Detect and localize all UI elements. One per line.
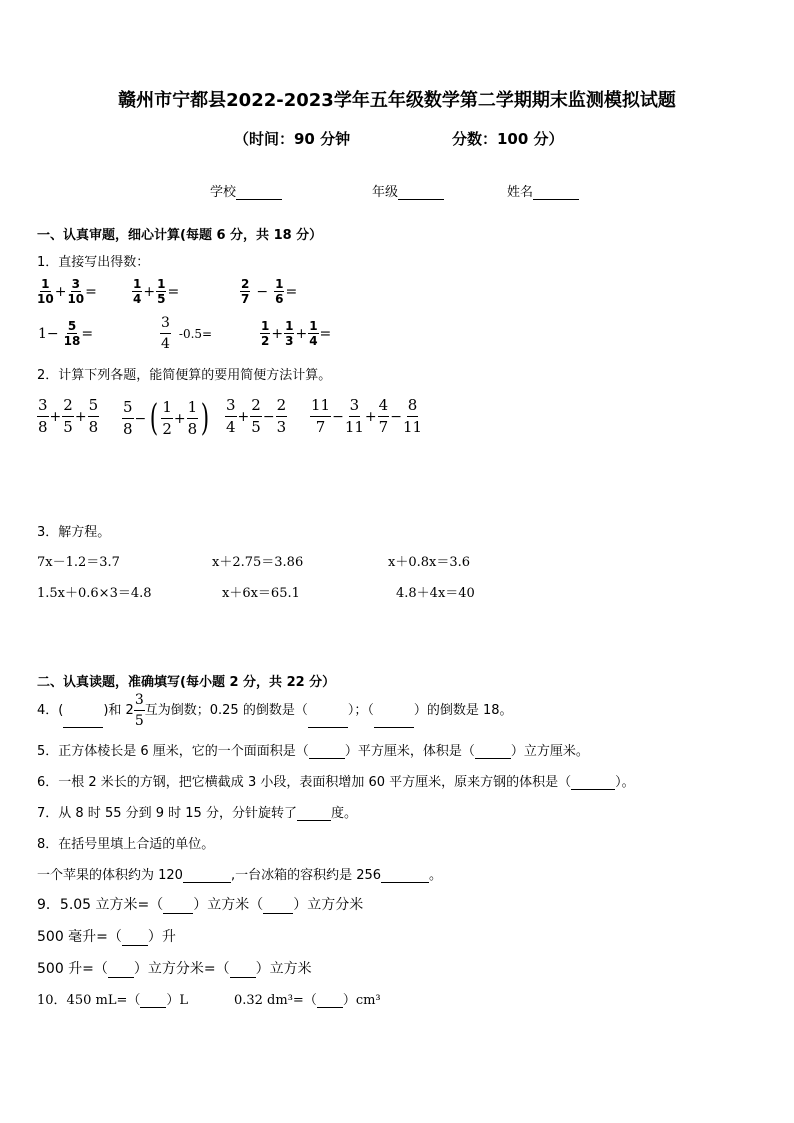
numerator: 4 xyxy=(378,398,390,417)
fraction xyxy=(284,320,294,347)
school-label: 学校 xyxy=(210,185,237,200)
operator: 1− xyxy=(38,325,59,342)
operator: = xyxy=(319,325,332,342)
denominator: 10 xyxy=(37,292,54,306)
q3-stem: 3．解方程。 xyxy=(37,525,111,540)
denominator: 3 xyxy=(276,418,287,436)
denominator: 4 xyxy=(133,292,142,306)
parenthesis: ( xyxy=(150,398,159,439)
operator: + xyxy=(49,408,62,425)
numerator: 1 xyxy=(41,277,50,291)
answer-blank[interactable] xyxy=(108,964,134,978)
denominator: 4 xyxy=(226,418,236,436)
answer-blank[interactable] xyxy=(297,807,331,821)
numerator: 8 xyxy=(407,398,419,417)
q3-eq-5: x＋6x＝65.1 xyxy=(222,586,300,601)
fraction xyxy=(62,398,74,435)
numerator: 3 xyxy=(225,398,237,417)
q1-item-1 xyxy=(37,278,98,305)
numerator: 3 xyxy=(160,316,171,334)
answer-blank[interactable] xyxy=(317,994,343,1008)
q3-eq-1: 7x－1.2＝3.7 xyxy=(37,555,120,570)
fraction xyxy=(134,693,145,728)
operator: = xyxy=(167,283,180,300)
answer-blank[interactable] xyxy=(183,869,231,883)
fraction xyxy=(260,320,270,347)
numerator: 5 xyxy=(122,400,134,419)
denominator: 7 xyxy=(378,418,389,436)
numerator: 1 xyxy=(161,400,173,419)
fraction xyxy=(37,278,54,305)
operator: + xyxy=(237,408,250,425)
q3-eq-6: 4.8＋4x＝40 xyxy=(396,586,475,601)
parenthesis: ) xyxy=(200,398,210,439)
name-blank[interactable] xyxy=(533,185,579,200)
operator: = xyxy=(81,325,94,342)
denominator: 18 xyxy=(63,334,81,348)
q6: 6．一根 2 米长的方钢，把它横截成 3 小段，表面积增加 60 平方厘米，原来方钢的体积是（ ）。 xyxy=(37,775,635,790)
fraction xyxy=(345,398,364,435)
answer-blank[interactable] xyxy=(308,714,348,728)
operator: + xyxy=(173,410,186,427)
fraction xyxy=(88,398,100,435)
fraction xyxy=(187,400,199,437)
denominator: 3 xyxy=(285,334,294,348)
denominator: 5 xyxy=(251,418,261,436)
q8: 一个苹果的体积约为 120 ,一台冰箱的容积约是 256 。 xyxy=(37,868,443,883)
section1-heading: 一、认真审题，细心计算(每题 6 分，共 18 分） xyxy=(37,228,323,243)
denominator: 8 xyxy=(123,420,133,438)
answer-blank[interactable] xyxy=(140,994,166,1008)
denominator: 6 xyxy=(275,292,284,306)
answer-blank[interactable] xyxy=(571,776,615,790)
q3-eq-3: x＋0.8x＝3.6 xyxy=(388,555,471,570)
q1-item-6 xyxy=(260,320,332,347)
fraction xyxy=(37,398,49,435)
operator: − xyxy=(390,408,402,425)
q2-stem: 2．计算下列各题，能简便算的要用简便方法计算。 xyxy=(37,368,332,383)
denominator: 8 xyxy=(38,418,48,436)
answer-blank[interactable] xyxy=(163,900,193,914)
operator: + xyxy=(295,325,308,342)
denominator: 11 xyxy=(344,418,364,436)
fraction xyxy=(308,320,318,347)
operator: − xyxy=(256,283,269,300)
fraction xyxy=(276,398,288,435)
numerator: 5 xyxy=(88,398,100,417)
denominator: 5 xyxy=(157,292,166,306)
answer-blank[interactable] xyxy=(309,745,345,759)
grade-field xyxy=(372,181,444,200)
fraction xyxy=(64,320,81,347)
q8-stem: 8．在括号里填上合适的单位。 xyxy=(37,837,215,852)
q9-line1: 9．5.05 立方米=（ ）立方米（ ）立方分米 xyxy=(37,897,364,913)
fraction xyxy=(240,278,250,305)
numerator: 3 xyxy=(37,398,49,417)
numerator: 11 xyxy=(310,398,331,417)
denominator: 5 xyxy=(134,713,144,729)
numerator: 1 xyxy=(133,277,142,291)
q9-line2: 500 毫升=（ ）升 xyxy=(37,929,176,945)
fraction xyxy=(274,278,284,305)
school-field xyxy=(210,181,282,200)
numerator: 1 xyxy=(285,319,294,333)
q2-expr-2 xyxy=(122,398,212,439)
q10: 10．450 mL=（ ）L 0.32 dm³=（ ）cm³ xyxy=(37,993,381,1008)
operator: = xyxy=(285,283,298,300)
q7: 7．从 8 时 55 分到 9 时 15 分，分针旋转了 度。 xyxy=(37,806,357,821)
fraction xyxy=(122,400,134,437)
exam-score: 分数：100 分） xyxy=(452,130,564,148)
section2-heading: 二、认真读题，准确填写(每小题 2 分，共 22 分） xyxy=(37,675,336,690)
answer-blank[interactable] xyxy=(263,900,293,914)
answer-blank[interactable] xyxy=(374,714,414,728)
exam-time: （时间：90 分钟 xyxy=(234,130,351,148)
denominator: 5 xyxy=(63,418,73,436)
answer-blank[interactable] xyxy=(230,964,256,978)
q4: 4．( )和 2 $\frac{3}{5}$ 互为倒数；0.25 的倒数是（ ）；（ ）的倒数是 18。 xyxy=(37,692,513,729)
operator: + xyxy=(364,408,377,425)
numerator: 3 xyxy=(134,693,145,711)
denominator: 4 xyxy=(309,334,318,348)
q1-item-2 xyxy=(132,278,180,305)
numerator: 3 xyxy=(71,277,80,291)
operator: − xyxy=(134,410,147,427)
fraction xyxy=(160,316,171,351)
numerator: 1 xyxy=(309,319,318,333)
name-label: 姓名 xyxy=(507,185,534,200)
numerator: 1 xyxy=(157,277,166,291)
q2-expr-4 xyxy=(310,398,422,435)
q1-item-3 xyxy=(240,278,298,305)
denominator: 10 xyxy=(67,292,85,306)
answer-blank[interactable] xyxy=(475,745,511,759)
operator: + xyxy=(74,408,87,425)
operator: + xyxy=(143,283,156,300)
q2-expr-1 xyxy=(37,398,99,435)
q1-item-5 xyxy=(160,316,213,351)
numerator: 2 xyxy=(250,398,262,417)
operator: + xyxy=(271,325,284,342)
fraction xyxy=(250,398,262,435)
q1-stem: 1．直接写出得数： xyxy=(37,255,150,270)
fraction xyxy=(225,398,237,435)
grade-label: 年级 xyxy=(372,185,399,200)
name-field xyxy=(507,181,579,200)
operator: − xyxy=(332,408,344,425)
fraction xyxy=(161,400,173,437)
answer-blank[interactable] xyxy=(63,714,103,728)
numerator: 1 xyxy=(261,319,270,333)
grade-blank[interactable] xyxy=(398,185,444,200)
exam-title: 赣州市宁都县2022-2023学年五年级数学第二学期期末监测模拟试题 xyxy=(118,90,676,111)
denominator: 7 xyxy=(241,292,250,306)
fraction xyxy=(132,278,142,305)
numerator: 3 xyxy=(349,398,361,417)
numerator: 2 xyxy=(241,277,250,291)
denominator: 8 xyxy=(88,418,99,436)
operator: − xyxy=(262,408,275,425)
school-blank[interactable] xyxy=(236,185,282,200)
fraction xyxy=(310,398,331,435)
numerator: 1 xyxy=(187,400,199,419)
denominator: 7 xyxy=(315,418,326,436)
q9-line3: 500 升=（ ）立方分米=（ ）立方米 xyxy=(37,961,312,977)
q5: 5．正方体棱长是 6 厘米，它的一个面面积是（ ）平方厘米，体积是（ ）立方厘米。 xyxy=(37,744,589,759)
numerator: 5 xyxy=(67,319,77,333)
numerator: 2 xyxy=(276,398,288,417)
denominator: 4 xyxy=(161,336,170,352)
operator: + xyxy=(54,283,67,300)
fraction xyxy=(67,278,84,305)
operator: -0.5= xyxy=(178,326,213,341)
q3-eq-4: 1.5x＋0.6×3＝4.8 xyxy=(37,586,152,601)
denominator: 8 xyxy=(187,420,198,438)
numerator: 1 xyxy=(275,277,284,291)
q3-eq-2: x＋2.75＝3.86 xyxy=(212,555,304,570)
q2-expr-3 xyxy=(225,398,287,435)
fraction xyxy=(378,398,390,435)
denominator: 2 xyxy=(261,334,270,348)
fraction xyxy=(156,278,166,305)
q1-item-4 xyxy=(37,320,94,347)
answer-blank[interactable] xyxy=(381,869,429,883)
denominator: 2 xyxy=(162,420,172,438)
answer-blank[interactable] xyxy=(122,932,148,946)
numerator: 2 xyxy=(62,398,74,417)
denominator: 11 xyxy=(402,418,423,436)
operator: = xyxy=(85,283,97,300)
fraction xyxy=(403,398,422,435)
